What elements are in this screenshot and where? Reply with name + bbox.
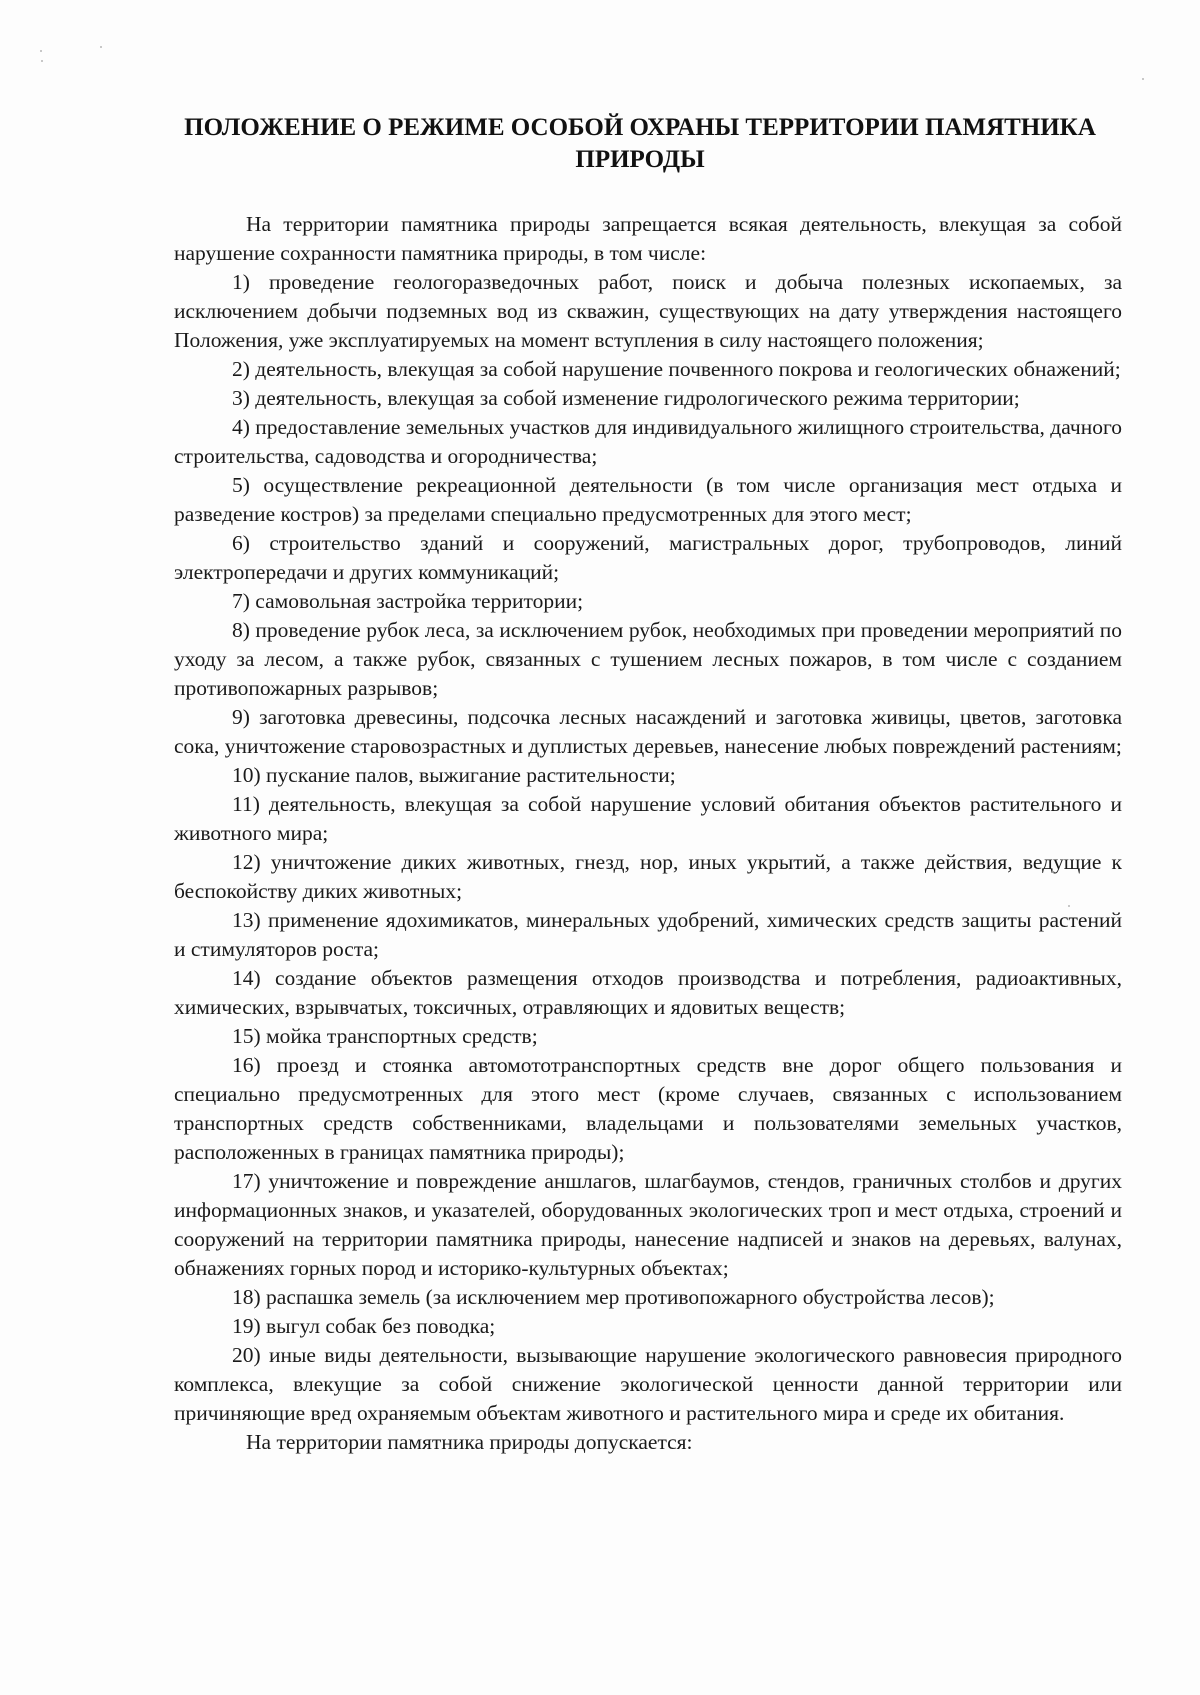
list-item: 18) распашка земель (за исключением мер противопожарного обустройства лесов); <box>232 1285 995 1309</box>
list-item: 8) проведение рубок леса, за исключением рубок, необходимых при проведении мероприятий по уходу за лесом, а также рубок, связанных с тушением лесных пожаров, в том числе с созданием противопожарных разрывов; <box>174 618 1122 700</box>
list-item: 17) уничтожение и повреждение аншлагов, шлагбаумов, стендов, граничных столбов и других информационных знаков, и указателей, оборудованных экологических троп и мест отдыха, строений и сооружений на территории памятника природы, нанесение надписей и знаков на деревьях, валунах, обнажениях горных пород и историко-культурных объектах; <box>174 1169 1122 1280</box>
list-item: 14) создание объектов размещения отходов производства и потребления, радиоактивных, химических, взрывчатых, токсичных, отравляющих и ядовитых веществ; <box>174 966 1122 1019</box>
scan-speck <box>41 60 43 62</box>
list-item: 16) проезд и стоянка автомототранспортных средств вне дорог общего пользования и специально предусмотренных для этого мест (кроме случаев, связанных с использованием транспортных средств собственниками, владельцами и пользователями земельных участков, расположенных в границах памятника природы); <box>174 1053 1122 1164</box>
list-item: 20) иные виды деятельности, вызывающие нарушение экологического равновесия природного комплекса, влекущие за собой снижение экологической ценности данной территории или причиняющие вред охраняемым объектам животного и растительного мира и среде их обитания. <box>174 1343 1122 1425</box>
list-item: 12) уничтожение диких животных, гнезд, нор, иных укрытий, а также действия, ведущие к беспокойству диких животных; <box>174 850 1122 903</box>
list-item: 4) предоставление земельных участков для индивидуального жилищного строительства, дачного строительства, садоводства и огородничества; <box>174 415 1123 468</box>
list-item: 6) строительство зданий и сооружений, магистральных дорог, трубопроводов, линий электропередачи и других коммуникаций; <box>174 531 1122 584</box>
intro-paragraph: На территории памятника природы запрещается всякая деятельность, влекущая за собой нарушение сохранности памятника природы, в том числе: <box>174 212 1122 265</box>
list-item: 9) заготовка древесины, подсочка лесных насаждений и заготовка живицы, цветов, заготовка сока, уничтожение старовозрастных и дуплистых деревьев, нанесение любых повреждений растениям; <box>174 705 1122 758</box>
list-item: 5) осуществление рекреационной деятельности (в том числе организация мест отдыха и разведение костров) за пределами специально предусмотренных для этого мест; <box>174 473 1122 526</box>
list-item: 11) деятельность, влекущая за собой нарушение условий обитания объектов растительного и животного мира; <box>174 792 1122 845</box>
document-body <box>174 210 1122 1457</box>
list-item: 2) деятельность, влекущая за собой нарушение почвенного покрова и геологических обнажений; <box>232 357 1121 381</box>
list-item: 3) деятельность, влекущая за собой изменение гидрологического режима территории; <box>232 386 1020 410</box>
scan-speck <box>100 46 102 48</box>
list-item: 13) применение ядохимикатов, минеральных удобрений, химических средств защиты растений и стимуляторов роста; <box>174 908 1122 961</box>
scan-speck <box>40 50 42 52</box>
list-item: 10) пускание палов, выжигание растительности; <box>232 763 676 787</box>
list-item: 15) мойка транспортных средств; <box>232 1024 538 1048</box>
list-item: 7) самовольная застройка территории; <box>232 589 584 613</box>
list-item: 19) выгул собак без поводка; <box>232 1314 496 1338</box>
scan-speck <box>1142 78 1144 80</box>
closing-paragraph: На территории памятника природы допускается: <box>246 1430 693 1454</box>
list-item: 1) проведение геологоразведочных работ, поиск и добыча полезных ископаемых, за исключением добычи подземных вод из скважин, существующих на дату утверждения настоящего Положения, уже эксплуатируемых на момент вступления в силу настоящего положения; <box>174 270 1122 352</box>
document-title: ПОЛОЖЕНИЕ О РЕЖИМЕ ОСОБОЙ ОХРАНЫ ТЕРРИТОРИИ ПАМЯТНИКА ПРИРОДЫ <box>184 114 1096 173</box>
